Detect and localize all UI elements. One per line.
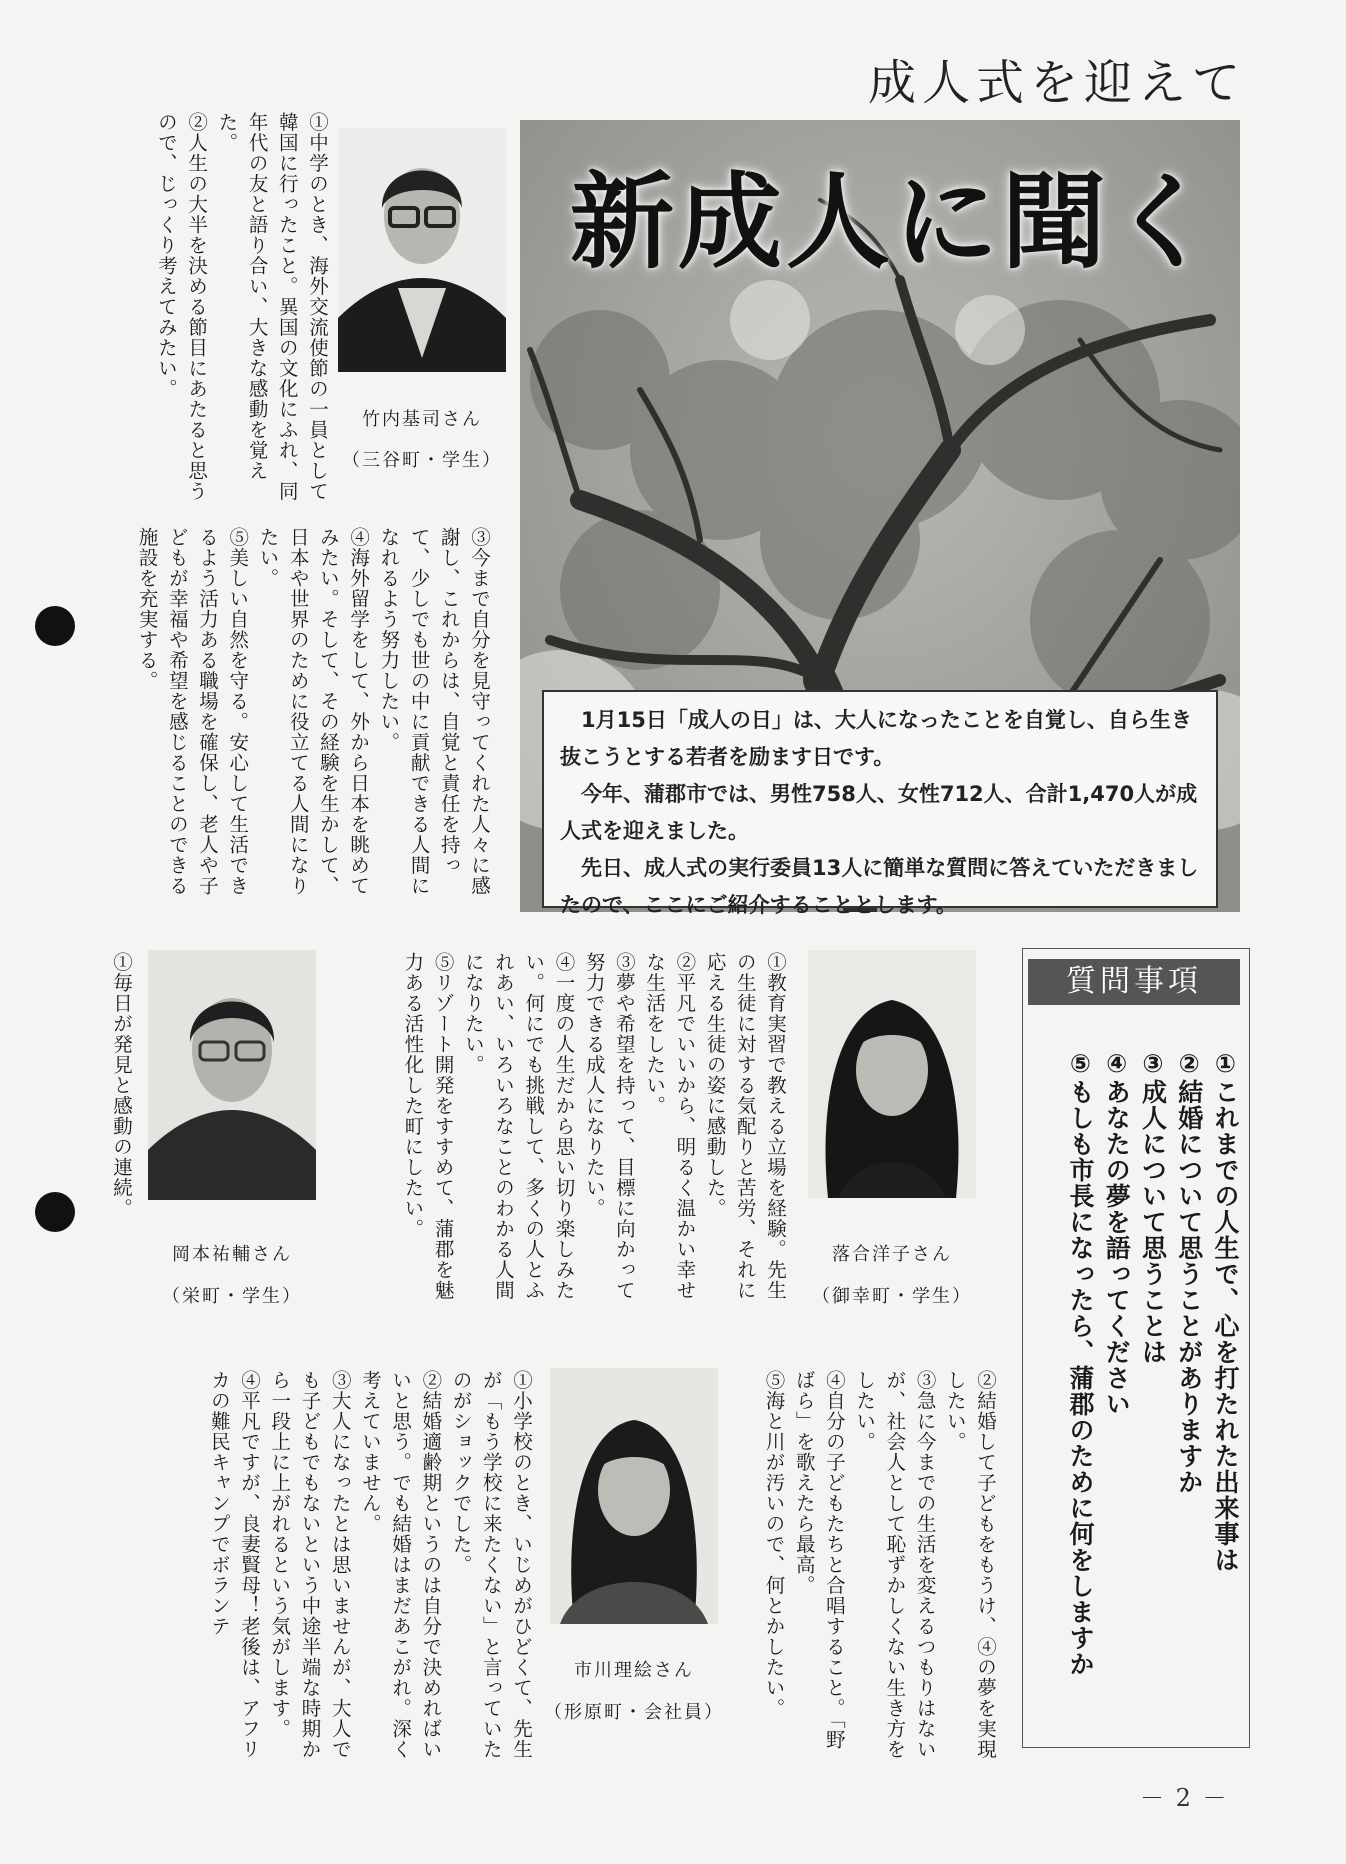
intro-box	[542, 690, 1218, 917]
hero-title: 新成人に聞く	[570, 160, 1219, 283]
portrait-ichikawa	[550, 1368, 718, 1624]
caption-info-takeuchi: （三谷町・学生）	[342, 450, 502, 471]
answer-item: ⑤海と川が汚いので、何とかしたい。	[762, 1370, 786, 1719]
caption-info-okamoto: （栄町・学生）	[162, 1286, 302, 1307]
answers-ichikawa	[204, 1370, 536, 1765]
intro-paragraph-3: 先日、成人式の実行委員13人に簡単な質問に答えていただきましたので、ここにご紹介することとします。	[560, 856, 1199, 917]
person-photo-icon	[148, 950, 316, 1200]
answer-item: ④一度の人生だから思い切り楽しみたい。何にでも挑戦して、多くの人とふれあい、いろいろなことのわかる人間になりたい。	[461, 952, 576, 1301]
answer-item: ②平凡でいいから、明るく温かい幸せな生活をしたい。	[643, 952, 697, 1301]
portrait-takeuchi	[338, 128, 506, 372]
answer-item: ①教育実習で教える立場を経験。先生の生徒に対する気配りと苦労、それに応える生徒の姿に感動した。	[703, 952, 787, 1301]
answer-item: ④平凡ですが、良妻賢母！老後は、アフリカの難民キャンプでボランテ	[207, 1370, 262, 1760]
person-photo-icon	[808, 950, 976, 1198]
questions-box	[1022, 948, 1250, 1748]
answer-item: ⑤美しい自然を守る。安心して生活できるよう活力ある職場を確保し、老人や子どもが幸福や希望を感じることのできる施設を充実する。	[135, 527, 250, 896]
answer-item: ①毎日が発見と感動の連続。	[110, 952, 133, 1219]
person-photo-icon	[550, 1368, 718, 1624]
caption-name-okamoto: 岡本祐輔さん	[172, 1244, 292, 1265]
intro-paragraph-2: 今年、蒲郡市では、男性758人、女性712人、合計1,470人が成人式を迎えました。	[560, 782, 1198, 843]
caption-name-takeuchi: 竹内基司さん	[362, 409, 482, 430]
binder-hole-bottom	[35, 1192, 75, 1232]
page-number: － 2 －	[1140, 1784, 1229, 1812]
portrait-okamoto	[148, 950, 316, 1200]
section-title: 成人式を迎えて	[868, 55, 1247, 111]
answer-item: ①中学のとき、海外交流使節の一員として韓国に行ったこと。異国の文化にふれ、同年代の友と語り合い、大きな感動を覚えた。	[215, 112, 329, 502]
answer-item: ⑤リゾート開発をすすめて、蒲郡を魅力ある活性化した町にしたい。	[401, 952, 455, 1301]
answer-item: ②人生の大半を決める節目にあたると思うので、じっくり考えてみたい。	[154, 112, 209, 502]
binder-hole-top	[35, 606, 75, 646]
caption-info-ochiai: （御幸町・学生）	[812, 1286, 972, 1307]
answer-item: ①小学校のとき、いじめがひどくて、先生が「もう学校に来たくない」と言っていたのがショックでした。	[449, 1370, 533, 1760]
caption-name-ochiai: 落合洋子さん	[832, 1244, 952, 1265]
answer-item: ③今まで自分を見守ってくれた人々に感謝し、これからは、自覚と責任を持って、少しでも世の中に貢献できる人間になれるよう努力したい。	[377, 527, 491, 896]
question-item-2: ②結婚について思うことがありますか	[1174, 1049, 1204, 1495]
answers-okamoto-continued	[758, 1370, 1000, 1760]
question-item-5: ⑤もしも市長になったら、蒲郡のために何をしますか	[1066, 1049, 1095, 1677]
answer-item: ④自分の子どもたちと合唱すること。「野ばら」を歌えたら最高。	[792, 1370, 846, 1750]
answer-item: ④海外留学をして、外から日本を眺めてみたい。そして、その経験を生かして、日本や世界のために役立てる人間になりたい。	[256, 527, 371, 896]
portrait-ochiai	[808, 950, 976, 1198]
answer-item: ③急に今までの生活を変えるつもりはないが、社会人として恥ずかしくない生き方をしたい。	[853, 1370, 937, 1760]
answer-item: ②結婚して子どもをもうけ、④の夢を実現したい。	[943, 1370, 997, 1760]
intro-paragraph-1: 1月15日「成人の日」は、大人になったことを自覚し、自ら生き抜こうとする若者を励ます日です。	[560, 708, 1192, 769]
answer-item: ③大人になったとは思いませんが、大人でも子どもでもないという中途半端な時期から一段上に上がれるという気がします。	[268, 1370, 352, 1760]
questions-heading-text: 質問事項	[1066, 964, 1202, 999]
question-item-4: ④あなたの夢を語ってください	[1102, 1049, 1132, 1417]
caption-name-ichikawa: 市川理絵さん	[574, 1660, 694, 1681]
caption-info-ichikawa: （形原町・会社員）	[544, 1702, 724, 1723]
answer-item: ②結婚適齢期というのは自分で決めればいいと思う。でも結婚はまだあこがれ。深く考えていません。	[358, 1370, 443, 1760]
answer-item: ③夢や希望を持って、目標に向かって努力できる成人になりたい。	[582, 952, 636, 1301]
question-item-1: ①これまでの人生で、心を打たれた出来事は	[1211, 1049, 1240, 1573]
answers-takeuchi-bottom	[131, 527, 494, 912]
person-photo-icon	[338, 128, 506, 372]
question-item-3: ③成人について思うことは	[1138, 1049, 1168, 1365]
questions-heading	[1028, 959, 1240, 1005]
answers-okamoto-main	[106, 952, 136, 1282]
answers-ochiai	[397, 952, 790, 1312]
answers-takeuchi-top	[151, 112, 332, 502]
questions-list	[1062, 1049, 1243, 1739]
